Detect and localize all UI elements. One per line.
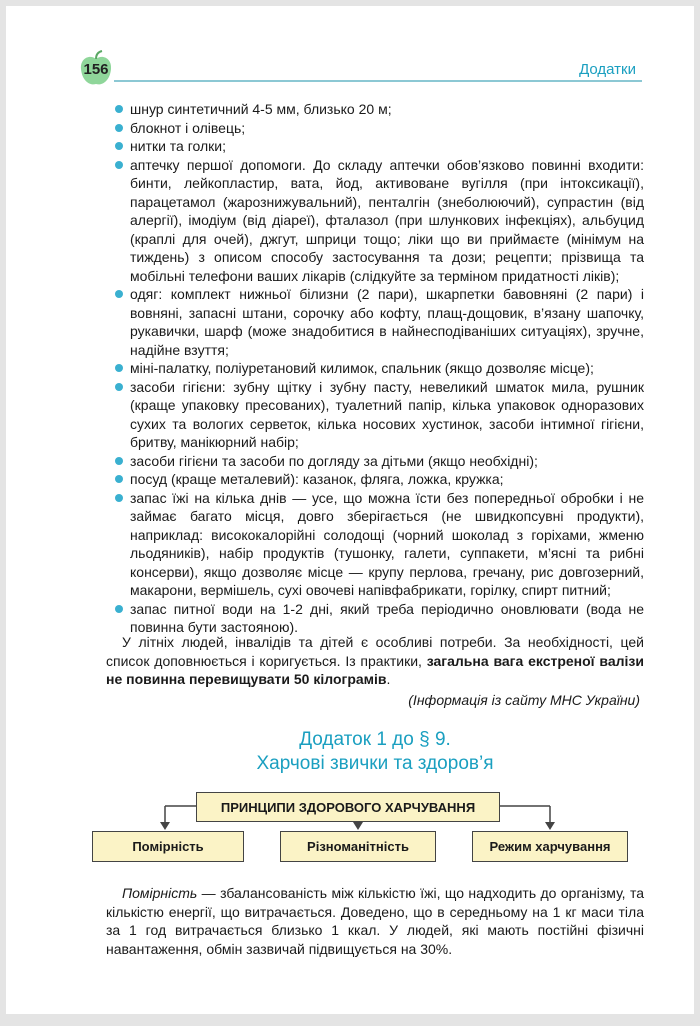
list-item: засоби гігієни та засоби по догляду за дітьми (якщо необхідні); [114,452,644,471]
bullet-icon [115,457,123,465]
emergency-kit-list [114,100,644,637]
page [6,6,694,1014]
bullet-icon [115,383,123,391]
list-item: шнур синтетичний 4-5 мм, близько 20 м; [114,100,644,119]
bullet-icon [115,105,123,113]
bullet-icon [115,161,123,169]
bullet-icon [115,475,123,483]
list-item: нитки та голки; [114,137,644,156]
bullet-icon [115,364,123,372]
moderation-box: Помірність [92,831,244,862]
list-item: блокнот і олівець; [114,119,644,138]
list-item: аптечку першої допомоги. До складу аптечки обов’язково повинні входити: бинти, лейкопластир, вата, йод, активоване вугілля (при інтоксикації), парацетамол (жарознижувальний), пенталгін (знеболюючий), супрастин (від алергії), імодіум (від діареї), фталазол (при шлункових інфекціях), альбуцид (краплі для очей), джгут, шприци тощо; ліки що ви приймаєте (мінімум на тиждень) з описом способу застосування та дози; рецепти; прізвища та мобільні телефони ваших лікарів (слідкуйте за терміном придатності ліків); [114,156,644,286]
list-item: запас питної води на 1-2 дні, який треба періодично оновлювати (вода не повинна бути застояною). [114,600,644,637]
moderation-paragraph: Помірність — збалансованість між кількістю їжі, що надходить до організму, та кількістю енергії, що витрачається. Доведено, що в середньому на 1 кг маси тіла за 1 год витрачається близько 1 ккал. У людей, які мають постійні фізичні навантаження, обмін зазвичай підвищується на 30%. [106,885,644,957]
appendix-title: Додаток 1 до § 9. [299,729,451,750]
bullet-icon [115,605,123,613]
list-item: посуд (краще металевий): казанок, фляга, ложка, кружка; [114,470,644,489]
page-number: 156 [83,61,109,78]
bullet-icon [115,142,123,150]
list-item: одяг: комплект нижньої білизни (2 пари), шкарпетки бавовняні (2 пари) і вовняні, запасні штани, сорочку або кофту, плащ-дощовик, в’язану шапочку, рукавички, шарф (може знадобитися в найнесподіваніших ситуаціях), зручне, надійне взуття; [114,285,644,359]
list-item: міні-палатку, поліуретановий килимок, спальник (якщо дозволяє місце); [114,359,644,378]
list-item: засоби гігієни: зубну щітку і зубну пасту, невеликий шматок мила, рушник (краще упаковку пресованих), туалетний папір, кілька упаковок одноразових сухих та вологих серветок, кілька носових хустинок, засоби інтимної гігієни, бритву, манікюрний набір; [114,378,644,452]
page-number-badge [76,50,116,90]
moderation-term: Помірність [122,885,198,901]
special-needs-paragraph: У літніх людей, інвалідів та дітей є особливі потреби. За необхідності, цей список доповнюється і коригується. Із практики, загальна вага екстреної валізи не повинна перевищувати 50 кілограмів. [106,634,644,687]
weight-limit-emphasis: загальна вага екстреної валізи не повинна перевищувати 50 кілограмів [106,652,644,687]
principles-box: ПРИНЦИПИ ЗДОРОВОГО ХАРЧУВАННЯ [196,792,500,822]
meal-schedule-box: Режим харчування [472,831,628,862]
section-title: Додатки [579,61,636,78]
variety-box: Різноманітність [280,831,436,862]
list-item: запас їжі на кілька днів — усе, що можна їсти без попередньої обробки і не займає багато місця, довго зберігається (не швидкопсувні продукти), наприклад: висококалорійні солодощі (чорний шоколад з горіхами, жменю льодяників), набір продуктів (тушонку, галети, суппакети, м’ясні та рибні консерви), якщо дозволяє місце — крупу перлова, гречану, рис довгозерний, макарони, вермішель, сухі овочеві напівфабрикати, горілку, спирт питний; [114,489,644,600]
bullet-icon [115,494,123,502]
bullet-icon [115,290,123,298]
header-rule [114,80,642,82]
bullet-icon [115,124,123,132]
source-citation: (Інформація із сайту МНС України) [408,692,640,708]
appendix-subtitle: Харчові звички та здоров’я [256,753,494,774]
